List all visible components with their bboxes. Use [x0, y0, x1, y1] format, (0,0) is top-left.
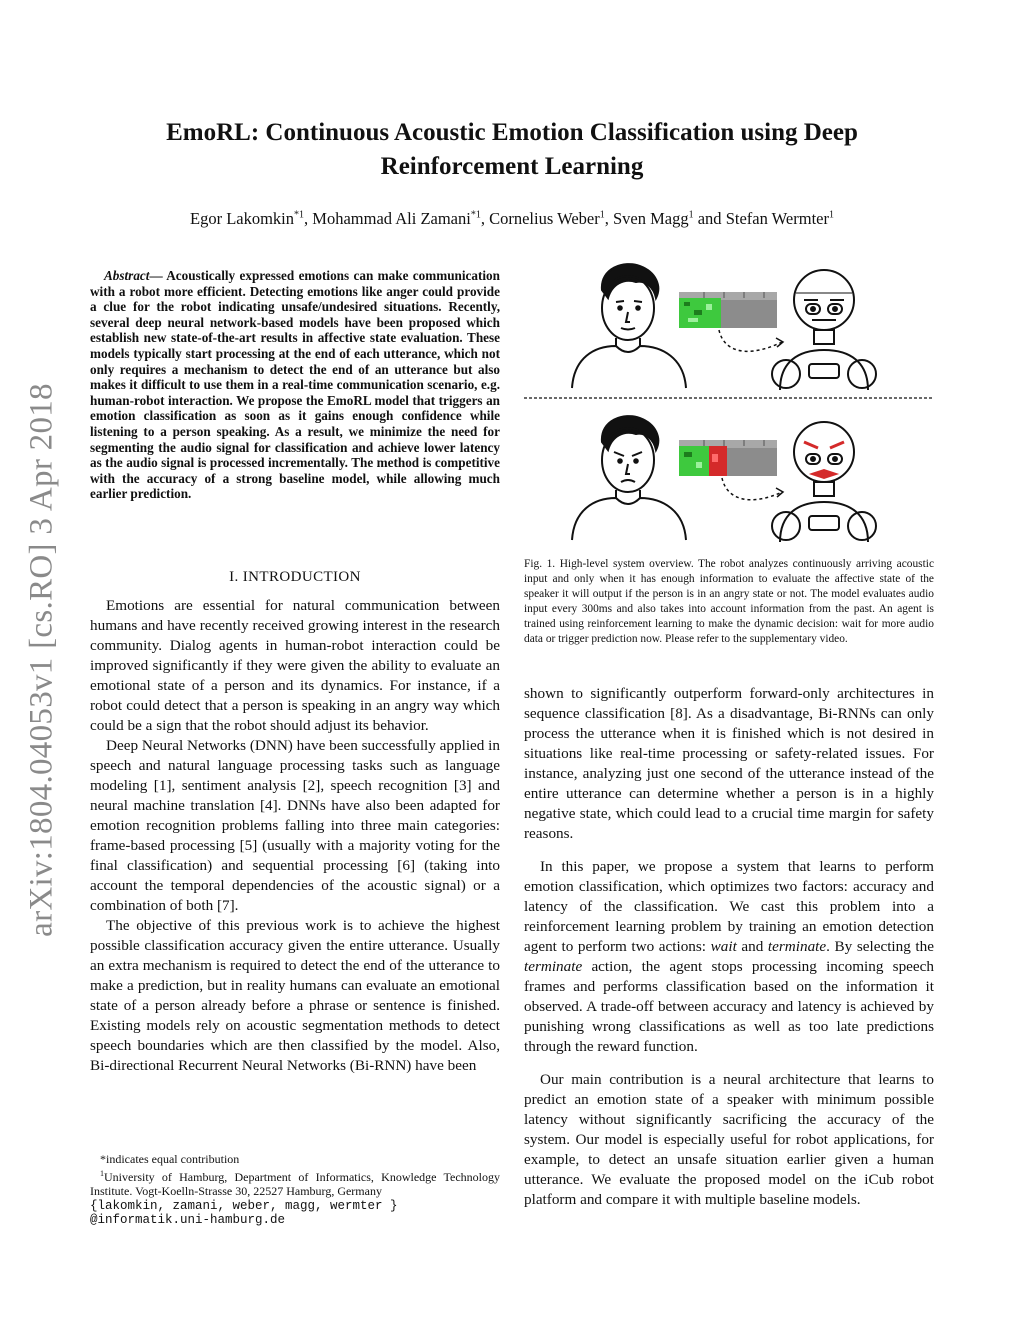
text-span: and	[736, 938, 768, 955]
action-wait: wait	[710, 938, 737, 955]
affiliation-text: University of Hamburg, Department of Informatics, Knowledge Technology Institute. Vogt-Koelln-Strasse 30, 22527 Hamburg, Germany	[90, 1169, 500, 1198]
footnote-emails: {lakomkin, zamani, weber, magg, wermter }	[90, 1198, 398, 1213]
section-heading-introduction: I. INTRODUCTION	[229, 569, 361, 585]
robot-neutral-drawing	[772, 270, 876, 390]
author-mark: *1	[294, 209, 305, 221]
author-name: Mohammad Ali Zamani	[312, 209, 471, 228]
separator: ,	[304, 209, 313, 228]
text-span: action, the agent stops processing incoming speech frames and performs classification based on the information it observed. A trade-off between accuracy and latency is achieved by punishing wrong classifications as well as too late predictions through the reward function.	[524, 958, 934, 1055]
abstract	[90, 268, 500, 502]
author-name: Cornelius Weber	[489, 209, 600, 228]
author-list	[90, 209, 934, 229]
author-mark: 1	[828, 209, 834, 221]
right-column-body	[524, 684, 934, 1210]
author-mark: 1	[599, 209, 605, 221]
system-overview-illustration	[524, 258, 934, 548]
footnote-affiliation	[90, 1167, 500, 1199]
author-mark: *1	[470, 209, 481, 221]
footnote-equal-contribution: *indicates equal contribution	[100, 1152, 240, 1166]
audio-spectrogram-neutral	[679, 292, 783, 351]
footnote-email-domain: @informatik.uni-hamburg.de	[90, 1213, 286, 1227]
author-mark: 1	[688, 209, 694, 221]
text-span: In this paper, we propose a system that learns to perform emotion classification, which optimizes two factors: accuracy and latency of the classification. We cast this problem into a reinforcement learning problem by training an emotion detection agent to perform two actions:	[524, 858, 934, 955]
person-angry-drawing	[572, 416, 686, 540]
paragraph-proposal	[524, 857, 934, 1057]
abstract-label: Abstract	[104, 268, 150, 283]
paragraph-bi-rnn: shown to significantly outperform forward-only architectures in sequence classification [8]. As a disadvantage, Bi-RNNs can only process the utterance when it is finished which is not desired in situations like real-time processing or safety-related issues. For instance, analyzing just one second of the utterance instead of the entire utterance can determine whether a person is in a highly negative state, which could lead to a crucial time margin for safety reasons.	[524, 685, 934, 842]
separator: ,	[480, 209, 490, 228]
abstract-dash: —	[149, 268, 163, 283]
title-line-1: EmoRL: Continuous Acoustic Emotion Classification using Deep	[166, 119, 858, 146]
separator: ,	[604, 209, 613, 228]
separator: and	[693, 209, 726, 228]
text-span: . By selecting the	[826, 938, 934, 955]
paragraph-contribution: Our main contribution is a neural architecture that learns to predict an emotion state of a speaker with minimum possible latency without significantly sacrificing the accuracy of the system. Our model is especially useful for robot applications, for example, to detect an unsafe situation earlier given a human utterance. We evaluate the proposed model on the iCub robot platform and compare it with multiple baseline models.	[524, 1071, 934, 1208]
intro-paragraph-2: Deep Neural Networks (DNN) have been successfully applied in speech and natural language processing tasks such as language modeling [1], sentiment analysis [2], speech recognition [3] and neural machine translation [4]. DNNs have also been adapted for emotion recognition problems falling into three main categories: frame-based processing [5] (usually with a majority voting for the final classification) and sequential processing [6] (taking into account the temporal dependencies of the acoustic signal) or a combination of both [7].	[90, 737, 500, 914]
figure-caption: Fig. 1. High-level system overview. The robot analyzes continuously arriving acoustic input and only when it has enough information to evaluate the affective state of the speaker it will output if the person is in an angry state or not. The model evaluates audio input every 300ms and also takes into account information from the past. An agent is trained using reinforcement learning to make the dynamic decision: wait for more audio data or trigger prediction now. Please refer to the supplementary video.	[524, 558, 934, 645]
footnotes	[90, 1152, 500, 1228]
arxiv-identifier: arXiv:1804.04053v1 [cs.RO] 3 Apr 2018	[23, 383, 60, 937]
intro-paragraph-3: The objective of this previous work is to achieve the highest possible classification accuracy given the entire utterance. Usually an extra mechanism is required to detect the end of the utterance to make a prediction, but in reality humans can evaluate an emotional state of a person already before a phrase or sentence is finished. Existing models rely on acoustic segmentation methods to detect speech boundaries which are then classified by the model. Also, Bi-directional Recurrent Neural Networks (Bi-RNN) have been	[90, 917, 500, 1074]
person-neutral-drawing	[572, 264, 686, 388]
figure-1	[524, 258, 934, 548]
affiliation-mark: 1	[100, 1168, 104, 1178]
intro-paragraph-1: Emotions are essential for natural communication between humans and have recently received growing interest in the research community. Dialog agents in human-robot interaction could be improved significantly if they were given the ability to evaluate an emotional state of a person and its dynamics. For instance, if a robot could detect that a person is speaking in an angry way which could be a sign that the robot should adjust its behavior.	[90, 597, 500, 734]
action-terminate: terminate	[767, 938, 827, 955]
audio-spectrogram-angry	[679, 440, 783, 500]
action-terminate: terminate	[524, 958, 583, 975]
paper-title	[90, 116, 934, 184]
author-name: Egor Lakomkin	[190, 209, 295, 228]
author-name: Sven Magg	[612, 209, 689, 228]
robot-angry-drawing	[772, 422, 876, 542]
author-name: Stefan Wermter	[725, 209, 829, 228]
introduction-body	[90, 596, 500, 1076]
abstract-text: Acoustically expressed emotions can make communication with a robot more efficient. Detecting emotions like anger could provide a clue for the robot indicating unsafe/undesired situations. Recently, several deep neural network-based models have been proposed which establish new state-of-the-art results in affective state evaluation. These models typically start processing at the end of each utterance, which not only requires a mechanism to detect the end of an utterance but also makes it difficult to use them in a real-time communication scenario, e.g. human-robot interaction. We propose the EmoRL model that triggers an emotion classification as soon as it gains enough confidence while listening to a person speaking. As a result, we minimize the need for segmenting the audio signal for classification and achieve lower latency as the audio signal is processed incrementally. The method is competitive with the accuracy of a strong baseline model, while allowing much earlier prediction.	[90, 268, 500, 502]
title-line-2: Reinforcement Learning	[380, 153, 644, 180]
